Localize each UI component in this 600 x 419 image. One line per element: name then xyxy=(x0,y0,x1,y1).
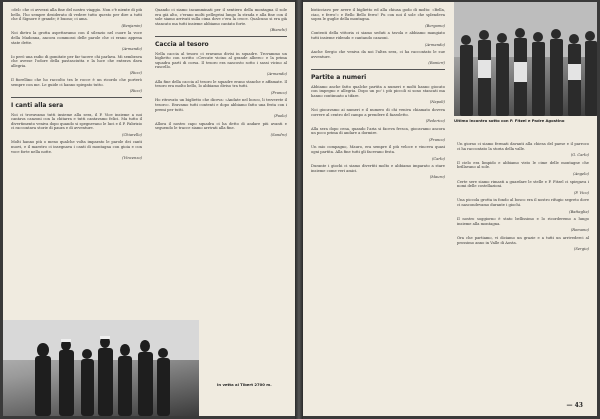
paragraph: Anche Sergio che veniva da noi l'altra sera, ci ha raccontato le sue avventure. xyxy=(311,50,445,59)
section-heading-caccia: Caccia al tesoro xyxy=(155,40,209,48)
group-photo-people xyxy=(454,2,597,116)
page-number: — 43 xyxy=(566,402,583,409)
paragraph: Noi ci trovavamo tutti insieme alla sera, il P. Vice insieme a noi cantava canzoni con la chitarra e tutti cantavamo felici. Ma tutto il divertimento veniva dopo quando si spegnevano le luci e il P. Fabrizio ci raccontava storie di paura e di avventure. xyxy=(11,112,142,131)
section-rule xyxy=(311,69,445,70)
group-photo-outdoor xyxy=(454,2,597,116)
author-signature: (Armando) xyxy=(122,47,142,52)
section-rule xyxy=(155,36,287,37)
author-signature: (Bianchi) xyxy=(270,28,287,33)
paragraph: Una piccola grotta in fondo al bosco era il nostro rifugio segreto dove ci nascondevamo durante i giochi. xyxy=(457,198,589,207)
author-signature: (Angelo) xyxy=(573,171,589,176)
paragraph: Il nostro soggiorno è stato bellissimo e lo ricorderemo a lungo insieme alla montagna. xyxy=(457,217,589,226)
author-signature: (Sergio) xyxy=(573,247,589,252)
paragraph: Nella caccia al tesoro ci eravamo divisi in squadre. Trovammo un biglietto con scritto «Cercate vicino al grande albero» e la prima squadra partì di corsa. Il tesoro era nascosto sotto i sassi vicino al ruscello. xyxy=(155,51,287,70)
paragraph: Un giorno ci siamo fermati davanti alla chiesa del paese e il parroco ci ha raccontato la storia della valle. xyxy=(457,142,589,151)
author-signature: (Armando) xyxy=(267,71,287,76)
paragraph: Ho ritrovato un biglietto che diceva: «Andate nel bosco, li troverete il tesoro». Eravamo tutti contenti e dopo abbiamo fatto una festa con i premi per tutti. xyxy=(155,98,287,112)
group-photo-mountain xyxy=(3,320,199,416)
paragraph: Noi giocavamo ai numeri e il numero di chi veniva chiamato doveva correre al centro del campo a prendere il fazzoletto. xyxy=(311,107,445,117)
author-signature: (Bergamo) xyxy=(425,23,445,28)
author-signature: (Federico) xyxy=(425,119,445,124)
paragraph: Durante i giochi ci siamo divertiti molto e abbiamo imparato a stare insieme come veri amici. xyxy=(311,164,445,173)
binding-gutter xyxy=(295,0,303,419)
author-signature: (Armando) xyxy=(425,42,445,47)
paragraph: Abbiamo anche fatto qualche partita a numeri e molti hanno giocato con impegno e allegria. Dopo un po' i più piccoli si sono stancati ma hanno continuato a tifare. xyxy=(311,84,445,98)
paragraph: Molti hanno più o meno qualche volta imparato le parole dei canti nuovi, e il maestro ci insegnava i canti di montagna con gioia e con voce forte nella notte. xyxy=(11,140,142,154)
right-column-2 xyxy=(457,142,589,255)
section-heading-partite: Partite a numeri xyxy=(311,73,367,81)
paragraph: Noi dietro la grotta aspettavamo con il silenzio nel cuore la voce della Madonna, ancora commossi delle parole che ci erano appena state dette. xyxy=(11,31,142,45)
author-signature: (Carlo) xyxy=(431,156,445,161)
author-signature: (Battaglia) xyxy=(569,209,589,214)
paragraph: Ora che partiamo, vi diciamo un grazie e a tutti un arrivederci al prossimo anno in Valle di Aosta. xyxy=(457,235,589,245)
section-rule xyxy=(11,97,142,98)
right-photo-caption: Ultimo incontro sotto con P. Fitzel e Padre Agostino xyxy=(454,118,565,123)
author-signature: (Napoli) xyxy=(429,100,445,105)
right-column-1 xyxy=(311,8,445,183)
paragraph: Io però una radio di gomitate per far tacere chi parlava. Mi sembrava che avesse l'odore della pastasciutta e la luce che entrava dava allegria. xyxy=(11,54,142,68)
author-signature: (Romano) xyxy=(570,228,589,233)
paragraph: Alla sera dopo cena, quando l'aria si faceva fresca, giocavamo ancora un poco prima di andare a dormire. xyxy=(311,126,445,136)
paragraph: Contenti della vittoria ci siamo seduti a tavola e abbiamo mangiato tutti insieme ridendo e cantando canzoni. xyxy=(311,31,445,40)
paragraph: Il cielo era limpido e abbiamo visto le cime delle montagne che brillavano al sole. xyxy=(457,160,589,170)
left-column-2 xyxy=(155,8,287,140)
author-signature: (Ricci) xyxy=(129,89,142,94)
paragraph: «del» che ci avvezzi alla fine del nostro viaggio. Non c'è niente di più bello, l'ho sempre desiderato di vedere tutto questo per dire a tutti che il Signore è grande; è buono; ci ama. xyxy=(11,8,142,22)
author-signature: (Benjamin) xyxy=(121,23,142,28)
left-page xyxy=(3,2,295,416)
author-signature: (Paolo) xyxy=(273,114,287,119)
author-signature: (Franco) xyxy=(270,90,287,95)
author-signature: (G. Carlo) xyxy=(570,153,589,158)
section-heading-canti: I canti alla sera xyxy=(11,101,64,109)
author-signature: (Mauro) xyxy=(429,175,445,180)
author-signature: (Chiarello) xyxy=(122,132,142,137)
paragraph: Il fiorellino che ho raccolto tra le rocce è un ricordo che porterò sempre con me. Le guide ci hanno spiegato tutto. xyxy=(11,78,142,87)
left-photo-caption: In vetta al Tibert 2700 m. xyxy=(217,382,272,387)
author-signature: (Sandro) xyxy=(270,132,287,137)
left-column-1 xyxy=(11,8,142,164)
paragraph: Certe sere siamo rimasti a guardare le stelle e P. Fitzel ci spiegava i nomi delle costellazioni. xyxy=(457,179,589,189)
paragraph: Allora il nostro capo squadra ci ha detto di andare più avanti e seguendo le tracce siamo arrivati alla fine. xyxy=(155,121,287,131)
author-signature: (Ranieri) xyxy=(428,61,445,66)
author-signature: (Ricci) xyxy=(129,70,142,75)
author-signature: (Vincenzo) xyxy=(122,156,142,161)
author-signature: (Franco) xyxy=(428,137,445,142)
author-signature: (P. Vico) xyxy=(573,190,589,195)
group-photo-figures xyxy=(3,320,199,416)
paragraph: Alla fine della caccia al tesoro le squadre erano stanche e affamate. Il tesoro era molto bello, lo abbiamo diviso tra tutti. xyxy=(155,79,287,89)
paragraph: bisticciavo per avere il biglietto ed alla chiusa godo di molto: «Bella, ciao, e ferro!» e Bello Bello ferro! Fu con noi il sole che splendeva sopra le guglie della montagna. xyxy=(311,8,445,22)
paragraph: Un mio compagno, Mauro, era sempre il più veloce e vinceva quasi ogni partita. Alla fine tutti gli facevano festa. xyxy=(311,145,445,155)
paragraph: Quando ci siamo incamminati per il sentiero della montagna il sole era già alto, c'erano molti pellegrini lungo la strada e alla fine con il sole siamo arrivati sulla cima dove c'era la croce. Qualcuno si era già stancato ma tutti insieme abbiamo cantato forte. xyxy=(155,8,287,26)
right-page xyxy=(303,2,597,416)
